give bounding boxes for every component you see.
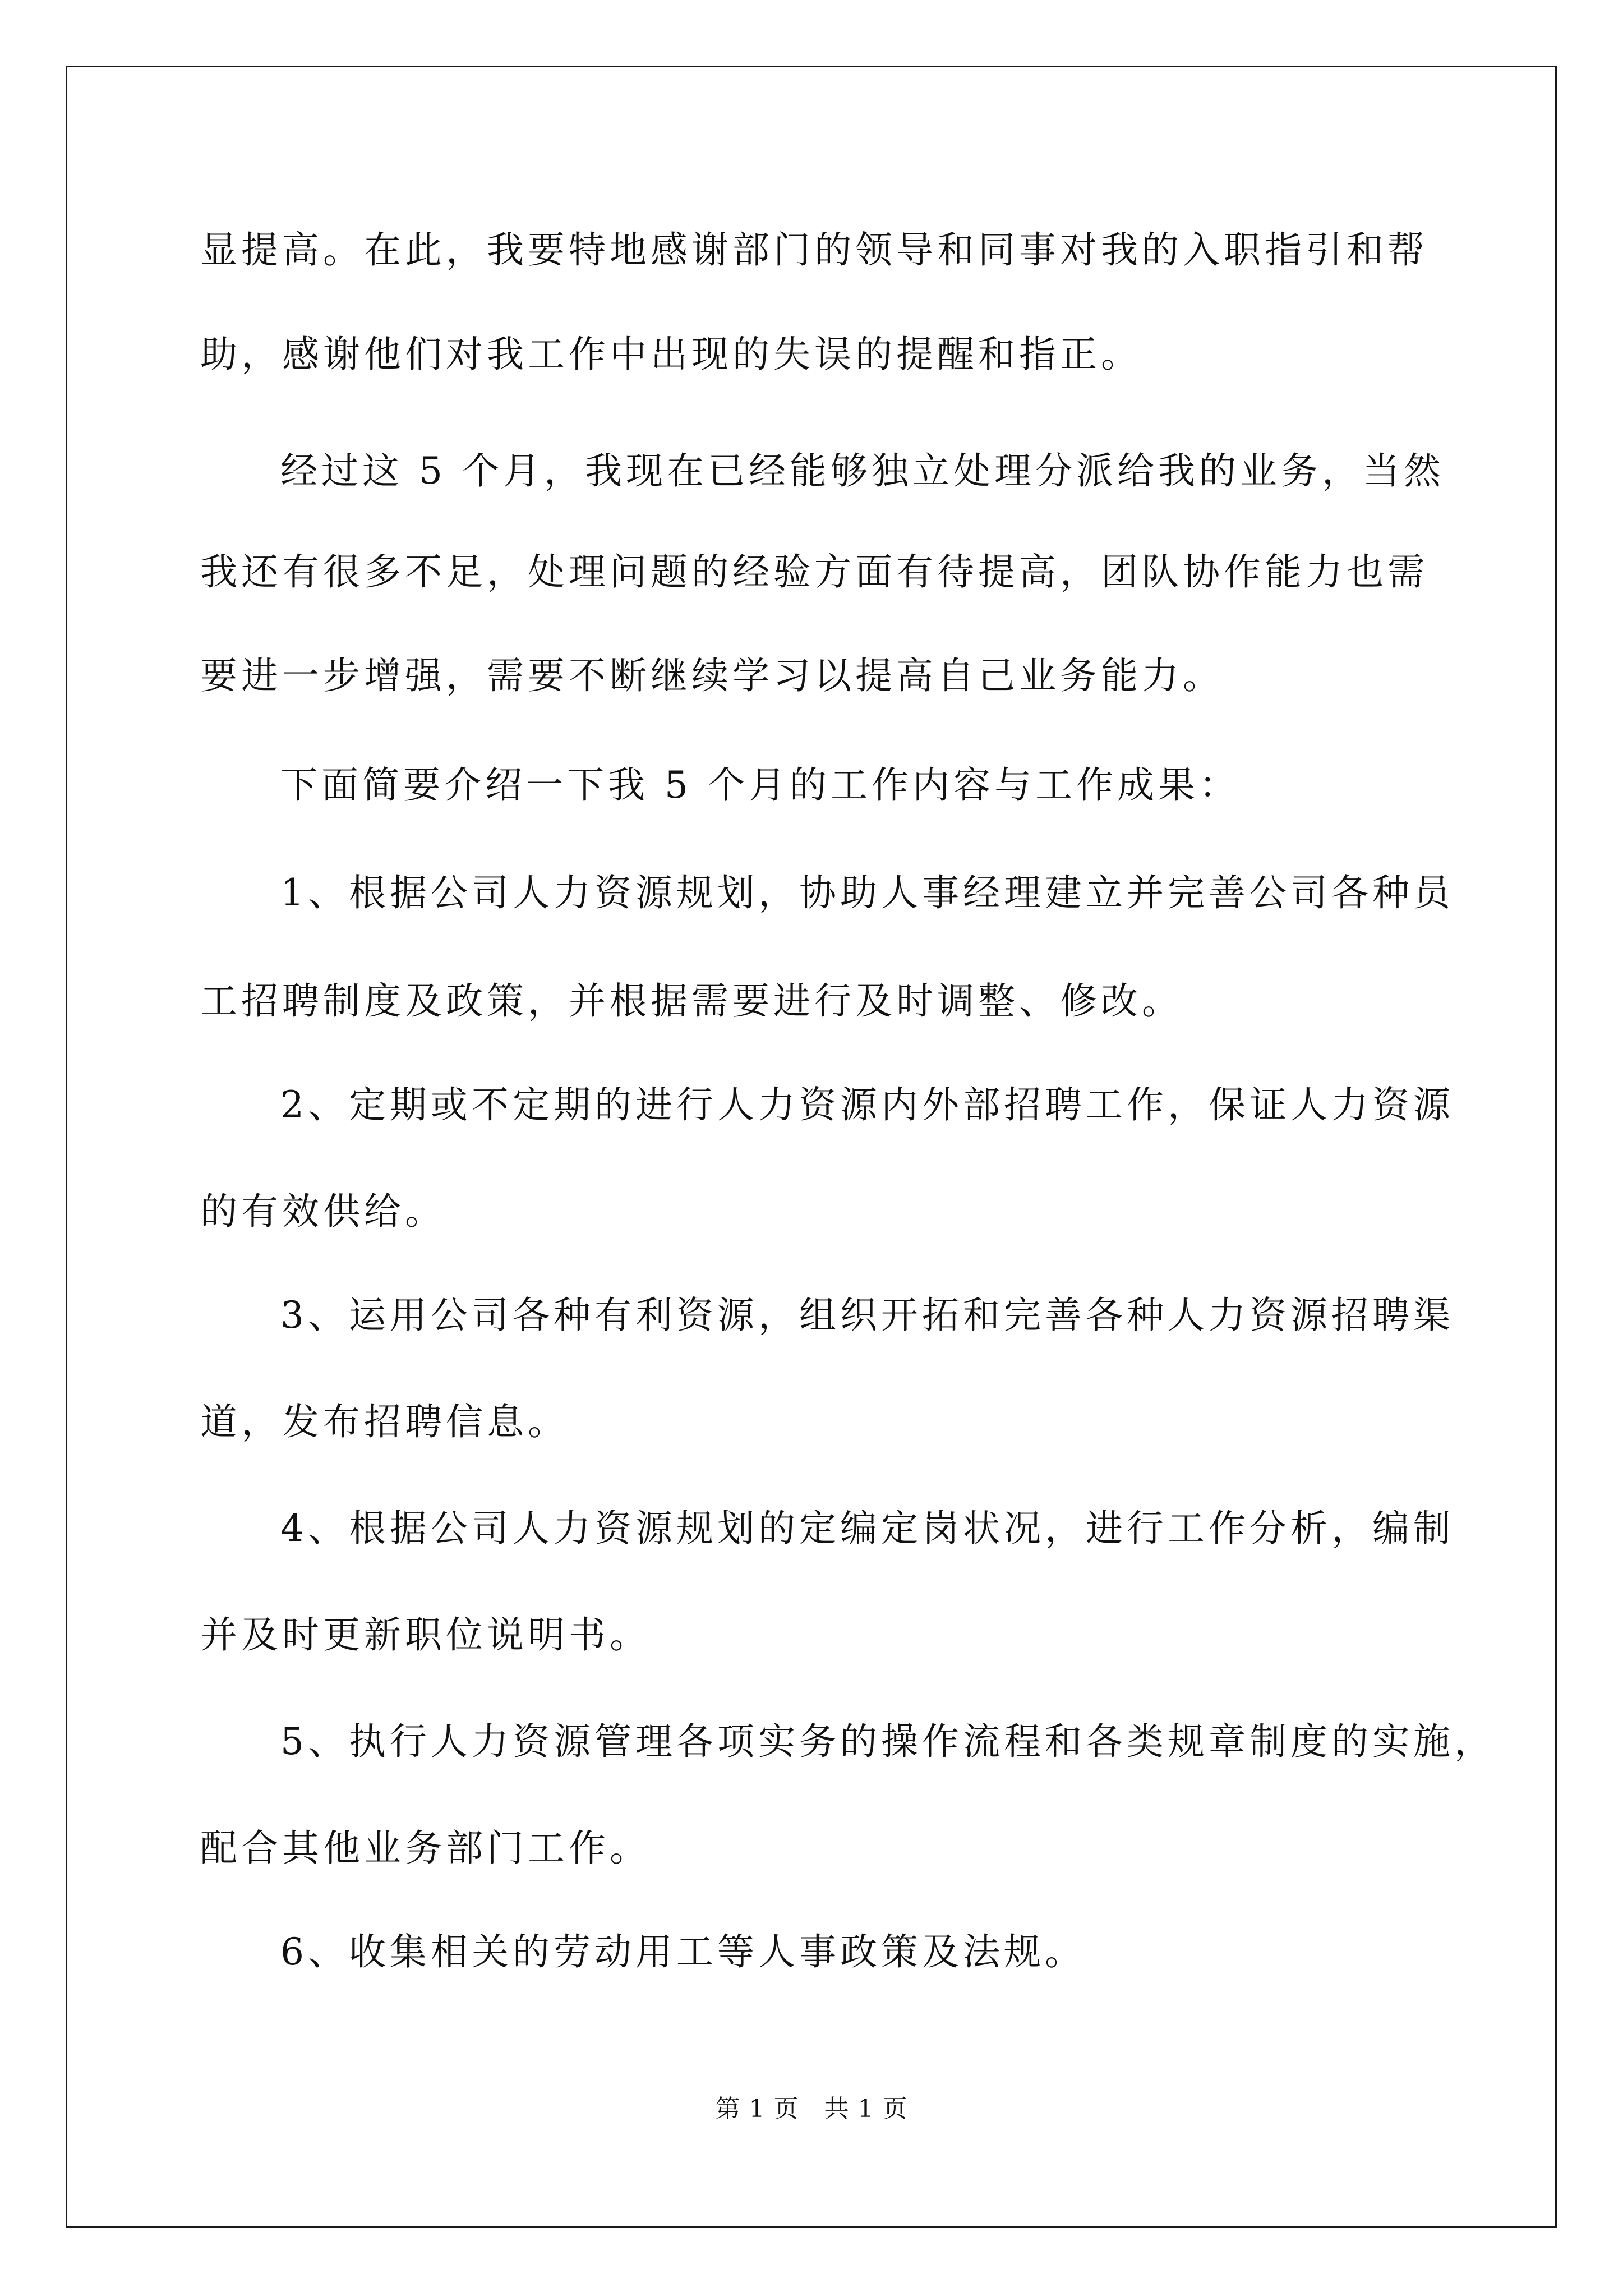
text-line: 我还有很多不足，处理问题的经验方面有待提高，团队协作能力也需 (200, 550, 1428, 593)
text-line: 3、运用公司各种有利资源，组织开拓和完善各种人力资源招聘渠 (280, 1294, 1454, 1337)
text-line: 2、定期或不定期的进行人力资源内外部招聘工作，保证人力资源 (280, 1083, 1454, 1126)
text-line: 的有效供给。 (200, 1190, 446, 1233)
text-line: 显提高。在此，我要特地感谢部门的领导和同事对我的入职指引和帮 (200, 228, 1428, 272)
page-number-footer: 第 1 页 共 1 页 (715, 2095, 908, 2123)
text-line: 6、收集相关的劳动用工等人事政策及法规。 (280, 1930, 1086, 1973)
text-line: 并及时更新职位说明书。 (200, 1613, 651, 1657)
text-line: 要进一步增强，需要不断继续学习以提高自己业务能力。 (200, 654, 1224, 697)
text-line: 助，感谢他们对我工作中出现的失误的提醒和指正。 (200, 333, 1142, 376)
text-line: 道，发布招聘信息。 (200, 1400, 569, 1443)
text-line: 下面简要介绍一下我 5 个月的工作内容与工作成果： (280, 763, 1240, 807)
text-line: 4、根据公司人力资源规划的定编定岗状况，进行工作分析，编制 (280, 1507, 1454, 1550)
text-line: 工招聘制度及政策，并根据需要进行及时调整、修改。 (200, 979, 1183, 1023)
text-line: 配合其他业务部门工作。 (200, 1826, 651, 1870)
text-line: 经过这 5 个月，我现在已经能够独立处理分派给我的业务，当然 (280, 449, 1445, 493)
text-line: 5、执行人力资源管理各项实务的操作流程和各类规章制度的实施， (280, 1720, 1495, 1763)
text-line: 1、根据公司人力资源规划，协助人事经理建立并完善公司各种员 (280, 871, 1454, 914)
page-border (66, 66, 1557, 2228)
